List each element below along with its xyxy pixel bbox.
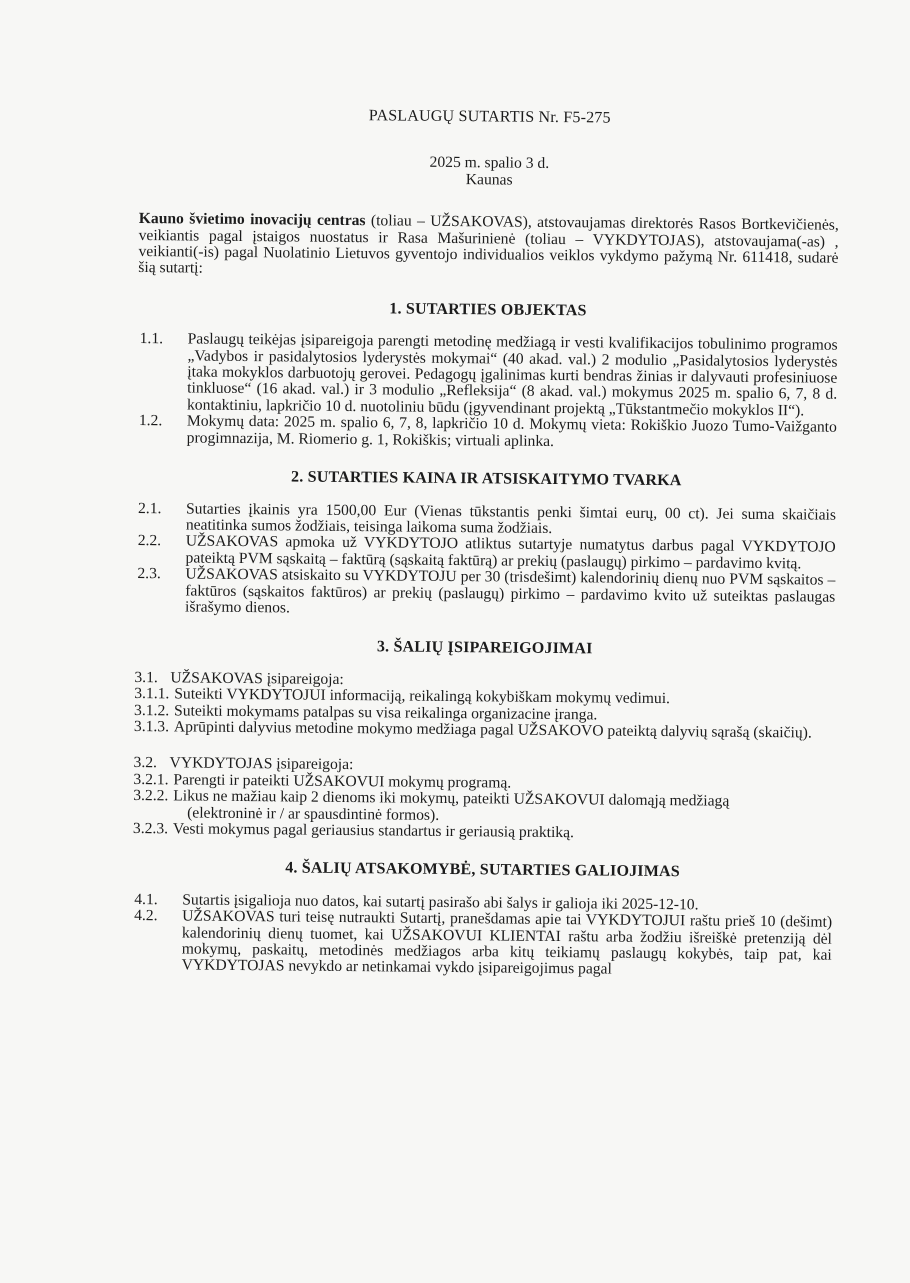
clause-text: Mokymų data: 2025 m. spalio 6, 7, 8, lapkričio 10 d. Mokymų vieta: Rokiškio Juozo Tumo-Vaižganto progimnazija, M. Riomerio g. 1, Rokiškis; virtuali aplinka. [186, 412, 837, 450]
clause-text: Sutartis įsigalioja nuo datos, kai sutartį pasirašo abi šalys ir galioja iki 2025-12-10. [182, 891, 699, 914]
clause-2-3 [137, 566, 835, 622]
document-city: Kaunas [465, 170, 513, 189]
clause-number: 3.2. [133, 754, 158, 772]
clause-text: Suteikti mokymams patalpas su visa reikalinga organizacine įranga. [174, 701, 598, 723]
clause-text: Parengti ir pateikti UŽSAKOVUI mokymų programą. [173, 771, 512, 792]
clause-text-line-1: Likus ne mažiau kaip 2 dienoms iki mokymų, pateikti UŽSAKOVUI dalomąją medžiagą [173, 787, 730, 810]
section-heading-2: 2. SUTARTIES KAINA IR ATSISKAITYMO TVARKA [290, 468, 682, 490]
document-content [132, 96, 840, 981]
clause-number: 4.1. [134, 890, 158, 909]
clause-text: Vesti mokymus pagal geriausius standartus ir geriausią praktiką. [172, 820, 575, 842]
clause-number: 3.1.1. [134, 685, 170, 703]
section-heading-3: 3. ŠALIŲ ĮSIPAREIGOJIMAI [376, 638, 593, 658]
intro-party-name: Kauno švietimo inovacijų centras [138, 210, 366, 230]
clause-text: UŽSAKOVAS įsipareigoja: [170, 669, 344, 688]
section-heading-1: 1. SUTARTIES OBJEKTAS [389, 300, 587, 320]
clause-number: 4.2. [134, 907, 158, 925]
section-heading-4: 4. ŠALIŲ ATSAKOMYBĖ, SUTARTIES GALIOJIMAS [285, 859, 681, 881]
intro-text: (toliau – UŽSAKOVAS), atstovaujamas direktorės Rasos Bortkevičienės, veikiantis pagal įstaigos nuostatus ir Rasa Mašurinienė (toliau – VYKDYTOJAS), atstovaujama(-as) , veikianti(-is) pagal Nuolatinio Lietuvos gyventojo individualios veiklos vykdymo pažymą Nr. 611418, sudarė šią sutartį: [138, 212, 839, 278]
intro-paragraph [138, 211, 839, 283]
clause-text: Paslaugų teikėjas įsipareigoja parengti metodinę medžiagą ir vesti kvalifikacijos tobulinimo programos „Vadybos ir pasidalytosios lyderystės mokymai“ (40 akad. val.) 2 modulio „Pasidalytosios lyderystės įtaka mokyklos darbuotojų gerovei. Pedagogų įgalinimas kurti bendras žinias ir dalyvauti profesiniuose tinkluose“ (16 akad. val.) ir 3 modulio „Refleksija“ (8 akad. val.) mokymus 2025 m. spalio 6, 7, 8 d. kontaktiniu, lapkričio 10 d. nuotoliniu būdu (įgyvendinant projektą „Tūkstantmečio mokyklos II“). [186, 330, 838, 420]
clause-number: 3.1. [134, 668, 158, 686]
document-title: PASLAUGŲ SUTARTIS Nr. F5-275 [368, 107, 611, 127]
clause-number: 2.2. [137, 532, 162, 550]
clause-1-1 [139, 331, 838, 420]
clause-number: 1.2. [138, 412, 163, 430]
clause-number: 3.1.2. [134, 701, 170, 719]
clause-text: UŽSAKOVAS turi teisę nutraukti Sutartį, pranešdamas apie tai VYKDYTOJUI raštu prieš 10 (dešimt) kalendorinių dienų tuomet, kai UŽSAKOVUI KLIENTAI raštu arba žodžiu išreiškė pretenziją dėl mokymų, paskaitų, metodinės medžiagos arba kitų teikiamų paslaugų kokybės, taip pat, kai VYKDYTOJAS nevykdo ar netinkamai vykdo įsipareigojimus pagal [181, 907, 833, 979]
clause-text: VYKDYTOJAS įsipareigoja: [169, 754, 354, 774]
clause-number: 3.2.1. [133, 770, 169, 789]
clause-number: 1.1. [139, 330, 164, 348]
clause-text: UŽSAKOVAS apmoka už VYKDYTOJO atliktus sutartyje numatytus darbus pagal VYKDYTOJO pateiktą PVM sąskaitą – faktūrą (sąskaitą faktūrą) ar prekių (paslaugų) pirkimo – pardavimo kvitą. [185, 532, 836, 573]
clause-number: 3.2.2. [133, 787, 169, 805]
clause-text: Sutarties įkainis yra 1500,00 Eur (Vienas tūkstantis penki šimtai eurų, 00 ct). Jei suma skaičiais neatitinka sumos žodžiais, teisinga laikoma suma žodžiais. [185, 499, 837, 537]
clause-number: 3.1.3. [133, 717, 170, 736]
clause-text: Suteikti VYKDYTOJUI informaciją, reikalingą kokybiškam mokymų vedimui. [174, 685, 671, 708]
clause-1-2 [139, 413, 837, 453]
clause-4-2 [134, 908, 833, 980]
clause-number: 2.1. [137, 499, 162, 517]
clause-number: 3.2.3. [132, 819, 169, 838]
clause-text: Aprūpinti dalyvius metodine mokymo medžiaga pagal UŽSAKOVO pateiktą dalyvių sąrašą (skaičių). [173, 718, 812, 742]
clause-number: 2.3. [137, 565, 161, 583]
clause-text-line-2: (elektroninė ir / ar spausdintinė formos). [187, 804, 440, 824]
clause-text: UŽSAKOVAS atsiskaito su VYKDYTOJU per 30 (trisdešimt) kalendorinių dienų nuo PVM sąskaitos – faktūros (sąskaitos faktūros) ar prekių (paslaugų) pirkimo – pardavimo kvito už suteiktas paslaugas išrašymo dienos. [185, 565, 836, 617]
document-date: 2025 m. spalio 3 d. [429, 154, 550, 173]
